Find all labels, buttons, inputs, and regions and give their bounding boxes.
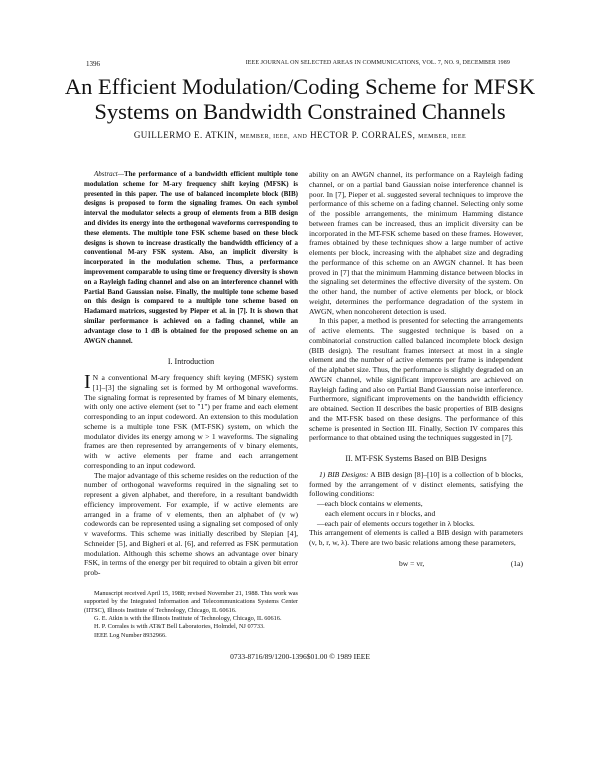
drop-cap: I bbox=[84, 371, 91, 394]
right-column bbox=[309, 170, 523, 569]
title-line-2: Systems on Bandwidth Constrained Channels bbox=[94, 99, 506, 124]
paper-title bbox=[40, 74, 560, 124]
author-1: GUILLERMO E. ATKIN, bbox=[133, 130, 238, 140]
bib-paragraph-1 bbox=[309, 470, 523, 499]
footnote-author-2: H. P. Corrales is with AT&T Bell Laboratories, Holmdel, NJ 07733. bbox=[94, 623, 265, 631]
abstract bbox=[84, 170, 298, 346]
intro-paragraph-1 bbox=[84, 373, 298, 471]
intro-paragraph-3: ability on an AWGN channel, its performance on a Rayleigh fading channel, or on a partial band Gaussian noise interference channel is poor. In [7], Pieper et al. suggested several techniques to improve the performance of this scheme on a fading channel. Selecting only some of the possible arrangements, the minimum Hamming distance between frames can be increased, thus an implicit diversity can be incorporated in the MT-FSK scheme based on these frames. However, frames obtained by these techniques show a large number of active elements per block, increasing with the alphabet size and degrading the performance of this scheme on an AWGN channel. It has been proved in [7] that the minimum Hamming distance between blocks in the signaling set determines the effective diversity of the system. On the other hand, the number of active elements per block, or block weight, determines the performance degradation of the system in AWGN, when noncoherent detection is used. bbox=[309, 170, 523, 316]
condition-item: —each pair of elements occurs together in λ blocks. bbox=[317, 518, 475, 528]
intro-paragraph-1-text: N a conventional M-ary frequency shift keying (MFSK) system [1]–[3] the signaling set is formed by M orthogonal waveforms. The signaling format is represented by frames of M binary elements, with only one active element (set to "1") per frame and each element corresponding to an input codeword. An extension to this modulation scheme is a multiple tone FSK (MT-FSK) system, on which the modulator divides its energy among w > 1 waveforms. The signaling frames are then represented by arrangements of v binary elements, with w active elements per frame and each arrangement corresponding to an input codeword. bbox=[84, 373, 298, 470]
abstract-text: The performance of a bandwidth efficient multiple tone modulation scheme for M-ary frequency shift keying (MFSK) is presented in this paper. The use of balanced incomplete block (BIB) designs is proposed to form the signaling frames. On each symbol interval the modulator selects a group of elements from a BIB design and divides its energy into the orthogonal waveforms corresponding to these elements. The multiple tone FSK scheme based on these block designs is shown to increase drastically the bandwidth efficiency of a conventional M-ary FSK system. Also, an implicit diversity is incorporated in the modulation scheme. Thus, a performance improvement comparable to using time or frequency diversity is shown on a Rayleigh fading channel and also on an interference channel with Partial Band Gaussian noise. Finally, the multiple tone scheme based on this design is compared to a multiple tone scheme based on Hadamard matrices, suggested by Pieper et al. in [7]. It is shown that similar performance is achieved on a fading channel, while an advantage close to 1 dB is obtained for the proposed scheme on an AWGN channel. bbox=[84, 170, 298, 345]
bib-paragraph-1-text: A BIB design [8]–[10] is a collection of b blocks, formed by the arrangement of v distinct elements, satisfying the following conditions: bbox=[309, 469, 523, 499]
footnote-author-1: G. E. Atkin is with the Illinois Institute of Technology, Chicago, IL 60616. bbox=[94, 615, 282, 623]
conditions-list bbox=[309, 499, 523, 528]
subsection-label: 1) BIB Designs: bbox=[319, 469, 369, 479]
footnote-manuscript: Manuscript received April 15, 1988; revised November 21, 1988. This work was supported by the Integrated Information and Telecommunications Systems Center (IITSC), Illinois Institute of Technology, Chicago, IL 60616. bbox=[84, 589, 298, 614]
copyright-line: 0733-8716/89/1200-1396$01.00 © 1989 IEEE bbox=[230, 652, 370, 661]
footnotes bbox=[84, 590, 298, 640]
author-2-membership: MEMBER, IEEE bbox=[418, 134, 467, 140]
section-heading-introduction: I. Introduction bbox=[167, 357, 215, 367]
equation-number: (1a) bbox=[510, 558, 523, 568]
bib-paragraph-2: This arrangement of elements is called a BIB design with parameters (v, b, r, w, λ). There are two basic relations among these parameters, bbox=[309, 528, 523, 547]
footnote-log-number: IEEE Log Number 8932966. bbox=[94, 631, 167, 639]
abstract-label: Abstract— bbox=[94, 170, 124, 178]
intro-paragraph-2: The major advantage of this scheme resides on the reduction of the number of orthogonal waveforms required in the signaling set to represent a given alphabet, and therefore, in a resultant bandwidth efficiency improvement. For example, if w active elements are arranged in a frame of v elements, then an alphabet of (v w) codewords can be represented using a signaling set composed of only v waveforms. This scheme was initially described by Slepian [4], Schneider [5], and Bigheri et al. [6], and referred as FSK permutation modulation. Although this scheme shows an advantage over binary FSK, in terms of the energy per bit required to obtain a given bit error prob- bbox=[84, 470, 298, 578]
intro-paragraph-4: In this paper, a method is presented for selecting the arrangements of active elements. The suggested technique is based on a combinatorial construction called balanced incomplete block design (BIB design). The resultant frames intersect at most in a single element and the number of active elements per frame is independent of the alphabet size. Thus, the performance is slightly degraded on an AWGN channel, while significant improvements are achieved on Rayleigh fading and also on Partial Band Gaussian noise interference. Furthermore, significant improvements on the bandwidth efficiency are obtained. Section II describes the basic properties of BIB designs and the MT-FSK based on these designs. The performance of this scheme is presented in Section III. Finally, Section IV compares this performance to that obtained using the techniques suggested in [7]. bbox=[309, 316, 523, 443]
section-heading-mt-fsk: II. MT-FSK Systems Based on BIB Designs bbox=[345, 454, 487, 463]
page-number: 1396 bbox=[86, 60, 100, 68]
author-conjunction: AND bbox=[292, 134, 308, 140]
left-column bbox=[84, 170, 298, 640]
equation-body: bw = vr, bbox=[399, 558, 425, 568]
title-line-1: An Efficient Modulation/Coding Scheme for MFSK bbox=[64, 74, 536, 99]
author-2: HECTOR P. CORRALES, bbox=[310, 130, 416, 140]
condition-item: —each block contains w elements, bbox=[317, 499, 423, 508]
condition-item: each element occurs in r blocks, and bbox=[325, 508, 436, 518]
equation-1a bbox=[309, 559, 523, 569]
journal-header: IEEE JOURNAL ON SELECTED AREAS IN COMMUNICATIONS, VOL. 7, NO. 9, DECEMBER 1989 bbox=[245, 60, 510, 66]
author-line bbox=[40, 130, 560, 140]
author-1-membership: MEMBER, IEEE, bbox=[240, 134, 291, 140]
